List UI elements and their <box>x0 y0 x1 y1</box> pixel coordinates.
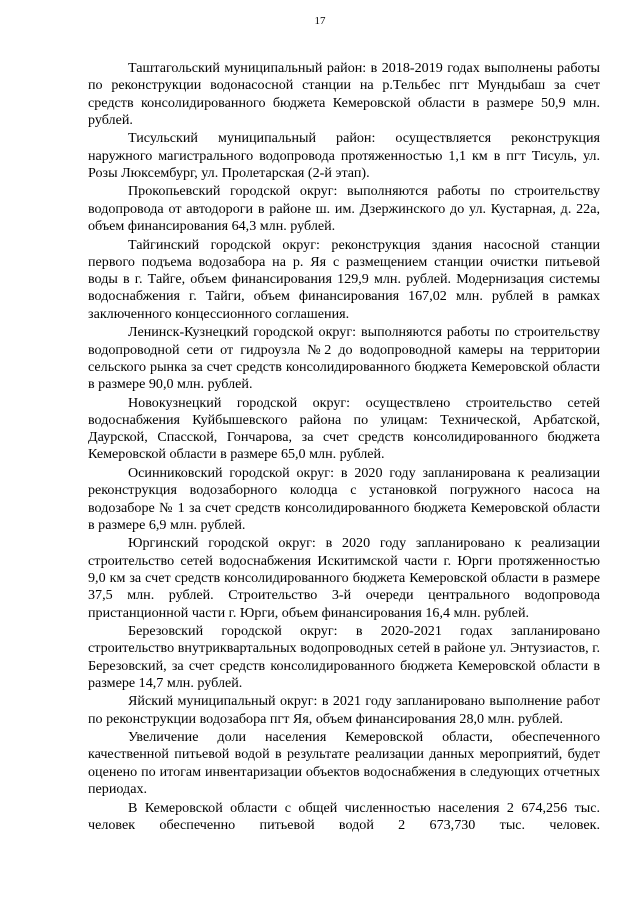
paragraph-population-share: Увеличение доли населения Кемеровской области, обеспеченного качественной питьевой водой в результате реализации данных мероприятий, будет оценено по итогам инвентаризации объектов водоснабжения в следующих отчетных периодах. <box>88 729 600 798</box>
paragraph-tayga: Тайгинский городской округ: реконструкция здания насосной станции первого подъема водозабора на р. Яя с размещением станции очистки питьевой воды в г. Тайге, объем финансирования 129,9 млн. рублей. Модернизация системы водоснабжения г. Тайги, объем финансирования 167,02 млн. рублей в рамках заключенного концессионного соглашения. <box>88 236 600 322</box>
page-number: 17 <box>314 15 326 27</box>
paragraph-prokopyevsk: Прокопьевский городской округ: выполняются работы по строительству водопровода от автодороги в районе ш. им. Дзержинского до ул. Кустарная, д. 22а, объем финансирования 64,3 млн. рублей. <box>88 183 600 235</box>
paragraph-novokuznetsk: Новокузнецкий городской округ: осуществлено строительство сетей водоснабжения Куйбышевского района по улицам: Технической, Арбатской, Даурской, Спасской, Гончарова, за счет средств консолидированного бюджета Кемеровской области в размере 65,0 млн. рублей. <box>88 394 600 463</box>
paragraph-population-total: В Кемеровской области с общей численностью населения 2 674,256 тыс. человек обеспеченно питьевой водой 2 673,730 тыс. человек. <box>88 799 600 833</box>
document-body <box>88 60 600 835</box>
paragraph-tisul: Тисульский муниципальный район: осуществляется реконструкция наружного магистрального водопровода протяженностью 1,1 км в пгт Тисуль, ул. Розы Люксембург, ул. Пролетарская (2-й этап). <box>88 130 600 181</box>
paragraph-leninsk-kuznetsky: Ленинск-Кузнецкий городской округ: выполняются работы по строительству водопроводной сети от гидроузла №2 до водопроводной камеры на территории сельского рынка за счет средств консолидированного бюджета Кемеровской области в размере 90,0 млн. рублей. <box>88 324 600 393</box>
paragraph-berezovsky: Березовский городской округ: в 2020-2021 годах запланировано строительство внутриквартальных водопроводных сетей в районе ул. Энтузиастов, г. Березовский, за счет средств консолидированного бюджета Кемеровской области в размере 14,7 млн. рублей. <box>88 623 600 691</box>
paragraph-yurga: Юргинский городской округ: в 2020 году запланировано к реализации строительство сетей водоснабжения Искитимской части г. Юрги протяженностью 9,0 км за счет средств консолидированного бюджета Кемеровской области в размере 37,5 млн. рублей. Строительство 3-й очереди центрального водопровода пристанционной части г. Юрги, объем финансирования 16,4 млн. рублей. <box>88 535 600 621</box>
paragraph-osinniki: Осинниковский городской округ: в 2020 году запланирована к реализации реконструкция водозаборного колодца с установкой погружного насоса на водозаборе № 1 за счет средств консолидированного бюджета Кемеровской области в размере 6,9 млн. рублей. <box>88 464 600 533</box>
paragraph-tashtagol: Таштагольский муниципальный район: в 2018-2019 годах выполнены работы по реконструкции водонасосной станции на р.Тельбес пгт Мундыбаш за счет средств консолидированного бюджета Кемеровской области в размере 50,9 млн. рублей. <box>88 60 600 128</box>
paragraph-yaya: Яйский муниципальный округ: в 2021 году запланировано выполнение работ по реконструкции водозабора пгт Яя, объем финансирования 28,0 млн. рублей. <box>88 693 600 727</box>
